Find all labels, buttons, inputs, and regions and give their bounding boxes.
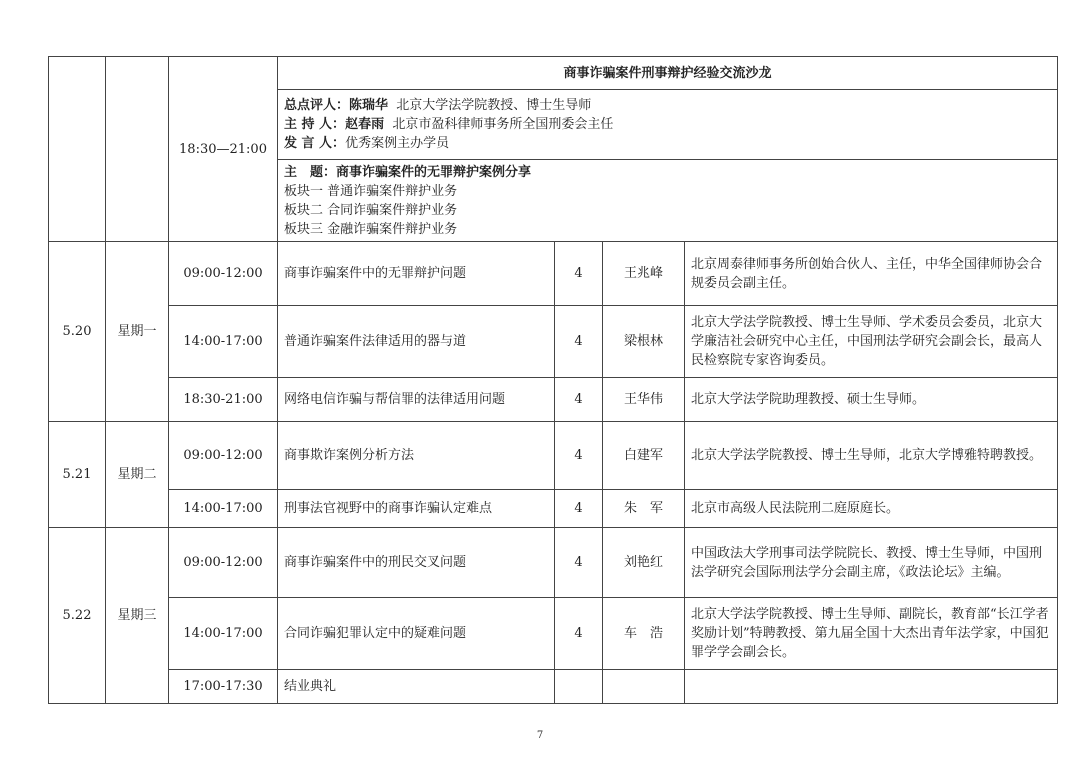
page-number: 7 xyxy=(536,730,544,741)
session-lecturer: 白建军 xyxy=(603,422,685,490)
date-cell: 5.22 xyxy=(49,528,106,704)
table-row xyxy=(49,242,1058,306)
speaker-desc: 优秀案例主办学员 xyxy=(345,136,450,151)
session-topic: 刑事法官视野中的商事诈骗认定难点 xyxy=(278,490,555,528)
lecturer-bio xyxy=(685,670,1058,704)
session-topic: 结业典礼 xyxy=(278,670,555,704)
reviewer-name: 陈瑞华 xyxy=(349,98,389,113)
theme-block-2: 板块二 合同诈骗案件辩护业务 xyxy=(284,202,458,218)
session-topic: 普通诈骗案件法律适用的器与道 xyxy=(278,306,555,378)
lecturer-bio: 中国政法大学刑事司法学院院长、教授、博士生导师，中国刑法学研究会国际刑法学分会副主席，《政法论坛》主编。 xyxy=(685,528,1058,598)
weekday-cell: 星期一 xyxy=(106,242,169,422)
session-time: 14:00-17:00 xyxy=(169,306,278,378)
theme-text: 商事诈骗案件的无罪辩护案例分享 xyxy=(336,164,532,180)
lecturer-bio: 北京周泰律师事务所创始合伙人、主任，中华全国律师协会合规委员会副主任。 xyxy=(685,242,1058,306)
session-lecturer: 车 浩 xyxy=(603,598,685,670)
session-hours: 4 xyxy=(555,528,603,598)
session-hours: 4 xyxy=(555,306,603,378)
salon-theme xyxy=(278,160,1058,242)
table-row xyxy=(49,57,1058,90)
weekday-cell-empty xyxy=(106,57,169,242)
session-lecturer: 朱 军 xyxy=(603,490,685,528)
session-topic: 商事欺诈案例分析方法 xyxy=(278,422,555,490)
session-lecturer: 梁根林 xyxy=(603,306,685,378)
salon-people xyxy=(278,90,1058,160)
table-row xyxy=(49,528,1058,598)
date-cell-empty xyxy=(49,57,106,242)
theme-label: 主 题： xyxy=(284,164,337,180)
session-time: 14:00-17:00 xyxy=(169,490,278,528)
session-hours xyxy=(555,670,603,704)
session-topic: 网络电信诈骗与帮信罪的法律适用问题 xyxy=(278,378,555,422)
lecturer-bio: 北京大学法学院教授、博士生导师、学术委员会委员，北京大学廉洁社会研究中心主任，中国刑法学研究会副会长，最高人民检察院专家咨询委员。 xyxy=(685,306,1058,378)
speaker-label: 发 言 人： xyxy=(284,136,346,151)
theme-block-3: 板块三 金融诈骗案件辩护业务 xyxy=(284,221,458,237)
host-label: 主 持 人： xyxy=(284,117,346,132)
salon-time: 18:30—21:00 xyxy=(169,57,278,242)
schedule-table xyxy=(48,56,1058,704)
session-time: 14:00-17:00 xyxy=(169,598,278,670)
session-hours: 4 xyxy=(555,598,603,670)
host-line xyxy=(284,115,1051,134)
session-time: 18:30-21:00 xyxy=(169,378,278,422)
session-lecturer: 王兆峰 xyxy=(603,242,685,306)
session-time: 09:00-12:00 xyxy=(169,528,278,598)
date-cell: 5.20 xyxy=(49,242,106,422)
weekday-cell: 星期三 xyxy=(106,528,169,704)
theme-block-1: 板块一 普通诈骗案件辩护业务 xyxy=(284,183,458,199)
speaker-line xyxy=(284,134,1051,153)
reviewer-label: 总点评人： xyxy=(284,98,350,113)
session-lecturer: 刘艳红 xyxy=(603,528,685,598)
session-topic: 商事诈骗案件中的无罪辩护问题 xyxy=(278,242,555,306)
lecturer-bio: 北京大学法学院助理教授、硕士生导师。 xyxy=(685,378,1058,422)
session-topic: 合同诈骗犯罪认定中的疑难问题 xyxy=(278,598,555,670)
lecturer-bio: 北京大学法学院教授、博士生导师、副院长，教育部“长江学者奖励计划”特聘教授、第九届全国十大杰出青年法学家，中国犯罪学学会副会长。 xyxy=(685,598,1058,670)
session-hours: 4 xyxy=(555,242,603,306)
table-row xyxy=(49,422,1058,490)
session-hours: 4 xyxy=(555,378,603,422)
session-time: 09:00-12:00 xyxy=(169,242,278,306)
theme-line xyxy=(284,163,1051,182)
host-name: 赵春雨 xyxy=(345,117,385,132)
table-row xyxy=(49,598,1058,670)
session-lecturer xyxy=(603,670,685,704)
host-desc: 北京市盈科律师事务所全国刑委会主任 xyxy=(392,117,614,132)
session-hours: 4 xyxy=(555,422,603,490)
table-row xyxy=(49,378,1058,422)
salon-title: 商事诈骗案件刑事辩护经验交流沙龙 xyxy=(278,57,1058,90)
session-lecturer: 王华伟 xyxy=(603,378,685,422)
weekday-cell: 星期二 xyxy=(106,422,169,528)
lecturer-bio: 北京市高级人民法院刑二庭原庭长。 xyxy=(685,490,1058,528)
table-row xyxy=(49,670,1058,704)
session-hours: 4 xyxy=(555,490,603,528)
lecturer-bio: 北京大学法学院教授、博士生导师，北京大学博雅特聘教授。 xyxy=(685,422,1058,490)
reviewer-line xyxy=(284,96,1051,115)
table-row xyxy=(49,490,1058,528)
table-row xyxy=(49,306,1058,378)
session-time: 09:00-12:00 xyxy=(169,422,278,490)
reviewer-desc: 北京大学法学院教授、博士生导师 xyxy=(396,98,592,113)
session-time: 17:00-17:30 xyxy=(169,670,278,704)
date-cell: 5.21 xyxy=(49,422,106,528)
session-topic: 商事诈骗案件中的刑民交叉问题 xyxy=(278,528,555,598)
